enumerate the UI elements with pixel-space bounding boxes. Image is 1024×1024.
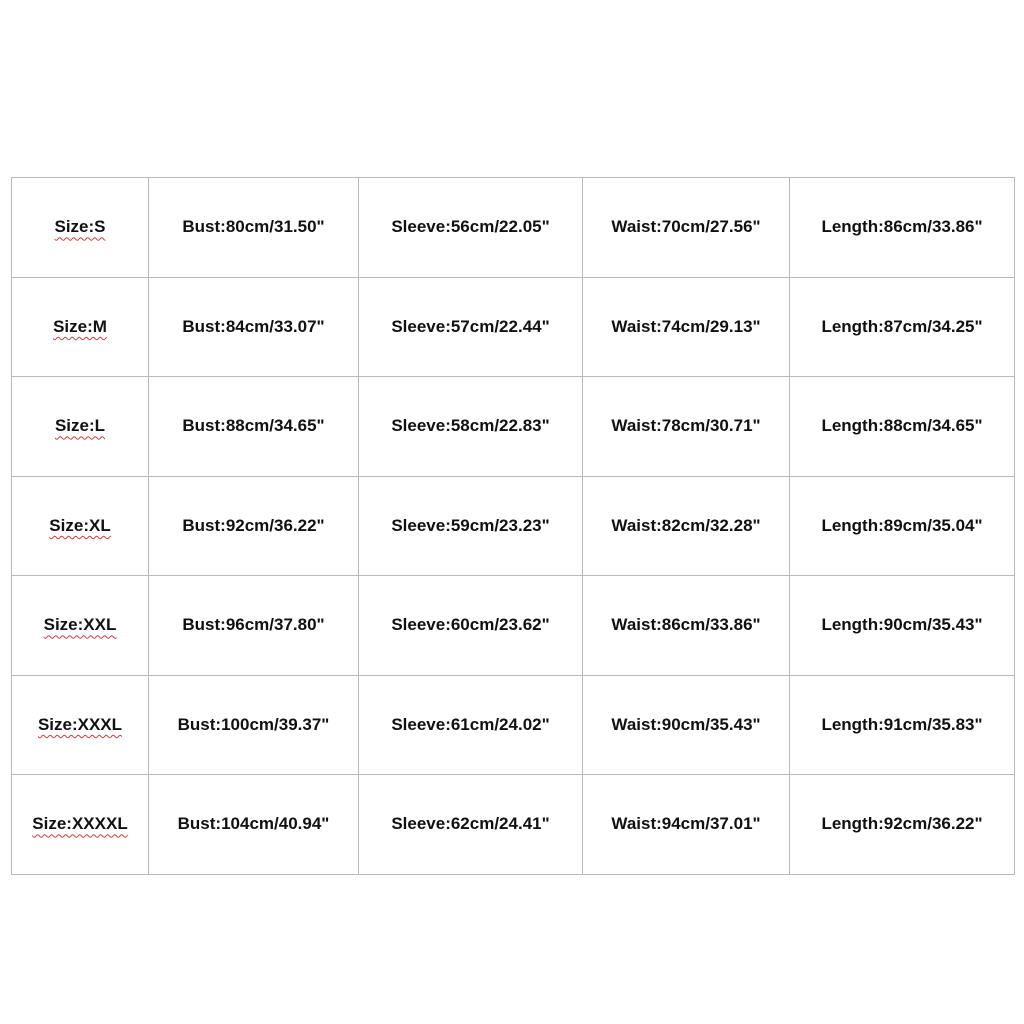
table-row (12, 576, 1015, 676)
waist-cell: Waist:82cm/32.28" (583, 476, 790, 576)
bust-cell: Bust:80cm/31.50" (149, 178, 359, 278)
size-cell (12, 377, 149, 477)
size-label: Size:L (54, 416, 106, 436)
bust-cell: Bust:92cm/36.22" (149, 476, 359, 576)
bust-cell: Bust:96cm/37.80" (149, 576, 359, 676)
waist-cell: Waist:86cm/33.86" (583, 576, 790, 676)
waist-cell: Waist:70cm/27.56" (583, 178, 790, 278)
size-cell (12, 576, 149, 676)
size-cell (12, 476, 149, 576)
waist-cell: Waist:74cm/29.13" (583, 277, 790, 377)
sleeve-cell: Sleeve:58cm/22.83" (359, 377, 583, 477)
length-cell: Length:89cm/35.04" (790, 476, 1015, 576)
size-label: Size:XXXL (37, 714, 123, 734)
length-cell: Length:91cm/35.83" (790, 675, 1015, 775)
waist-cell: Waist:90cm/35.43" (583, 675, 790, 775)
size-cell (12, 277, 149, 377)
length-cell: Length:90cm/35.43" (790, 576, 1015, 676)
size-label: Size:M (53, 316, 107, 336)
length-cell: Length:86cm/33.86" (790, 178, 1015, 278)
size-cell (12, 775, 149, 875)
table-row (12, 476, 1015, 576)
table-row (12, 675, 1015, 775)
table-row (12, 775, 1015, 875)
bust-cell: Bust:88cm/34.65" (149, 377, 359, 477)
size-label: Size:XL (49, 515, 111, 535)
size-label: Size:XXXXL (32, 814, 128, 834)
length-cell: Length:87cm/34.25" (790, 277, 1015, 377)
size-cell (12, 675, 149, 775)
sleeve-cell: Sleeve:56cm/22.05" (359, 178, 583, 278)
size-label: Size:XXL (43, 615, 117, 635)
sleeve-cell: Sleeve:62cm/24.41" (359, 775, 583, 875)
length-cell: Length:92cm/36.22" (790, 775, 1015, 875)
sleeve-cell: Sleeve:59cm/23.23" (359, 476, 583, 576)
waist-cell: Waist:94cm/37.01" (583, 775, 790, 875)
length-cell: Length:88cm/34.65" (790, 377, 1015, 477)
sleeve-cell: Sleeve:60cm/23.62" (359, 576, 583, 676)
sleeve-cell: Sleeve:61cm/24.02" (359, 675, 583, 775)
table-row (12, 377, 1015, 477)
table-row (12, 178, 1015, 278)
bust-cell: Bust:100cm/39.37" (149, 675, 359, 775)
size-label: Size:S (54, 217, 106, 237)
bust-cell: Bust:104cm/40.94" (149, 775, 359, 875)
sleeve-cell: Sleeve:57cm/22.44" (359, 277, 583, 377)
bust-cell: Bust:84cm/33.07" (149, 277, 359, 377)
waist-cell: Waist:78cm/30.71" (583, 377, 790, 477)
table-row (12, 277, 1015, 377)
size-chart-table (11, 177, 1015, 875)
size-cell (12, 178, 149, 278)
